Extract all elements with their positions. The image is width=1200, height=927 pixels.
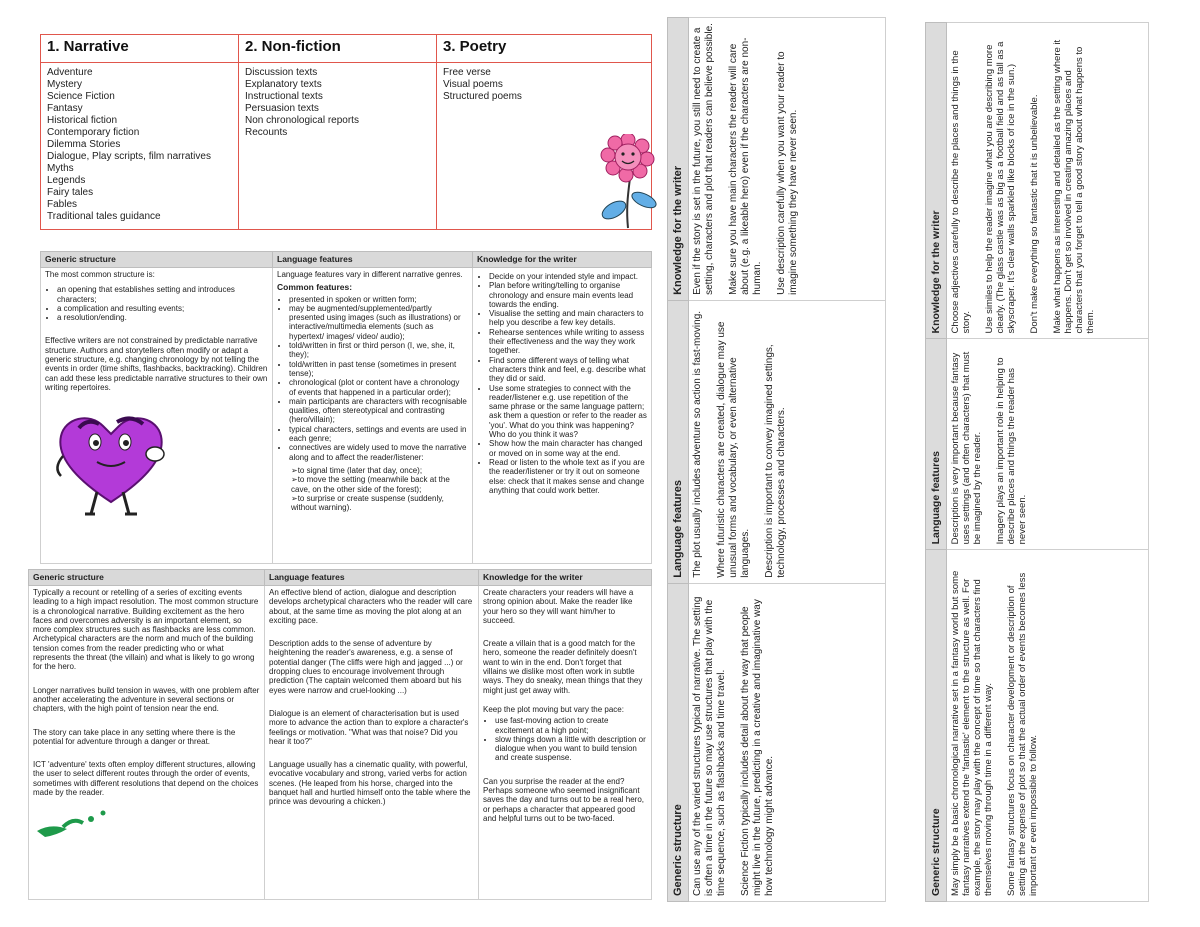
cell-text: The plot usually includes adventure so action is fast-moving. xyxy=(692,310,703,578)
cell-text: Use similes to help the reader imagine what you are describing more clearly. (The glass castle was as big as a football field and as tall as a skyscraper. It's clear walls sparkled like blocks of ice in the sun.) xyxy=(984,41,1017,334)
list-item: • Rehearse sentences while writing to assess their effectiveness and the way they work together. xyxy=(489,328,647,356)
cell-text: Even if the story is set in the future, you still need to create a setting, characters and plot that readers can believe possible. xyxy=(692,23,715,295)
cell-text: Can you surprise the reader at the end? Perhaps someone who seemed insignificant saves the day and turns out to be a real hero, or perhaps a character that appeared good and helpful turns out to be two-faced. xyxy=(483,776,644,823)
genre-item: Structured poems xyxy=(443,91,522,102)
list-item: • Show how the main character has changed or moved on in some way at the end. xyxy=(489,439,647,458)
connectives-sublist xyxy=(277,466,468,512)
list-item: • use fast-moving action to create excitement at a high point; xyxy=(495,716,647,735)
cell-text: Science Fiction typically includes detail about the way that people might live in the future, predicting in a creative and imaginative way how technology might advance. xyxy=(740,599,775,896)
genre-item: Historical fiction xyxy=(47,115,118,126)
list-item: ➢ to signal time (later that day, once); xyxy=(291,466,468,475)
genre-item: Persuasion texts xyxy=(245,103,319,114)
language-features-cell xyxy=(265,586,479,900)
list-item: • presented in spoken or written form; xyxy=(289,295,468,304)
knowledge-list xyxy=(477,272,647,495)
language-features-cell xyxy=(947,339,1149,550)
list-item: • Plan before writing/telling to organise chronology and ensure main events lead towards the ending. xyxy=(489,281,647,309)
genre-item: Adventure xyxy=(47,67,93,78)
common-features-heading: Common features: xyxy=(277,282,353,293)
cell-text: The story can take place in any setting where there is the potential for adventure through a danger or threat. xyxy=(33,727,236,746)
genre-item: Fairy tales xyxy=(47,187,94,198)
cell-text: Description adds to the sense of adventure by heightening the reader's awareness, e.g. a sense of potential danger (The cliffs were high and jagged ...) or dropping clues to encourage involvement through prediction (The captain welcomed them aboard but his eyes were narrow and cruel-looking ...) xyxy=(269,639,463,695)
header-knowledge-writer: Knowledge for the writer xyxy=(926,23,947,339)
header-knowledge-writer: Knowledge for the writer xyxy=(668,18,689,301)
genre-item: Discussion texts xyxy=(245,67,318,78)
list-item: • main participants are characters with recognisable qualities, often stereotypical and contrasting (hero/villain); xyxy=(289,397,468,425)
list-item: • typical characters, settings and events are used in each genre; xyxy=(289,425,468,444)
genre-item: Dilemma Stories xyxy=(47,139,121,150)
genre-item: Free verse xyxy=(443,67,491,78)
genre-item: Visual poems xyxy=(443,79,503,90)
cell-text: Description is important to convey imagined settings, technology, processes and characters. xyxy=(764,344,787,578)
list-item: • may be augmented/supplemented/partly presented using images (such as illustrations) or interactive/multimedia elements (such as hypertext/ images/ video/ audio); xyxy=(289,304,468,341)
cell-text: Language usually has a cinematic quality, with powerful, evocative vocabulary and strong, varied verbs for action scenes. (He leaped from his horse, charged into the banquet hall and hurtled himself onto the table where the prince was devouring a chicken.) xyxy=(269,760,471,807)
heart-character-illustration xyxy=(51,406,171,518)
list-item: • Use some strategies to connect with the reader/listener e.g. use repetition of the same phrase or the same language pattern; ask them a question or refer to the reader as 'you'. What do you think was happening? Who do you think it was? xyxy=(489,384,647,440)
cell-text: Dialogue is an element of characterisation but is used more to advance the action than to explore a character's feelings or motivation. "What was that noise? Did you hear it too?" xyxy=(269,708,469,746)
genre-item: Contemporary fiction xyxy=(47,127,140,138)
genre-item: Instructional texts xyxy=(245,91,323,102)
list-item: • Read or listen to the whole text as if you are the reader/listener or try it out on someone else: check that it makes sense and change anything that could work better. xyxy=(489,458,647,495)
cell-text: Create characters your readers will have a strong opinion about. Make the reader like your hero so they will want him/her to succeed. xyxy=(483,588,634,625)
generic-structure-cell xyxy=(689,583,886,901)
list-item: ➢ to surprise or create suspense (suddenly, without warning). xyxy=(291,494,468,513)
cell-text: Create a villain that is a good match for the hero, someone the reader definitely doesn't want to win in the end. Don't forget that villains we dislike most often work in subtle ways. They do sneaky, mean things that they might just get away with. xyxy=(483,639,643,695)
cell-text: Can use any of the varied structures typical of narrative. The setting is often a time in the future so may use structures that play with the time sequence, such as flashbacks and time travel. xyxy=(692,596,727,896)
adventure-table xyxy=(28,569,652,900)
structure-list xyxy=(45,285,268,322)
header-language-features: Language features xyxy=(273,252,473,268)
generic-structure-cell xyxy=(41,268,273,564)
list-item: • Visualise the setting and main characters to help you describe a few key details. xyxy=(489,309,647,328)
science-fiction-table-rotated xyxy=(667,17,886,902)
cell-text: Use description carefully when you want your reader to imagine something they have never seen. xyxy=(776,51,799,295)
cell-text: ICT 'adventure' texts often employ different structures, allowing the user to select different routes through the order of events, sometimes with different resolutions that depend on the choices made by the reader. xyxy=(33,760,259,798)
fantasy-table-rotated xyxy=(925,22,1149,902)
genre-item: Explanatory texts xyxy=(245,79,322,90)
genre-item: Traditional tales guidance xyxy=(47,211,161,222)
cell-text: Some fantasy structures focus on character development or description of setting at the expense of plot so that the actual order of events becomes less important or even impossible to follow. xyxy=(1006,572,1039,896)
list-item: • slow things down a little with description or dialogue when you want to build tension and create suspense. xyxy=(495,735,647,763)
genre-item: Science Fiction xyxy=(47,91,115,102)
pace-list xyxy=(483,716,647,762)
list-item: • Find some different ways of telling what characters think and feel, e.g. describe what they did or said. xyxy=(489,356,647,384)
cell-text: May simply be a basic chronological narrative set in a fantasy world but some fantasy narratives extend the 'fantastic' element to the structure as well. For example, the story may play with the concept of time so that characters find themselves moving through time in a different way. xyxy=(950,570,994,896)
knowledge-writer-cell xyxy=(947,23,1149,339)
genre-item: Fantasy xyxy=(47,103,83,114)
cell-text: Don't make everything so fantastic that it is unbelievable. xyxy=(1029,94,1040,334)
cell-text: Where futuristic characters are created, dialogue may use unusual forms and vocabulary, or even alternative languages. xyxy=(716,321,751,578)
flower-illustration xyxy=(598,134,660,230)
cell-text: Make what happens as interesting and detailed as the setting where it happens. Don't get so involved in creating amazing places and characters that you forget to tell a good story about what happens to them. xyxy=(1052,39,1096,334)
cell-text: Language features vary in different narrative genres. xyxy=(277,270,463,279)
fantasy-table xyxy=(925,22,1149,902)
cell-text: Description is very important because fantasy uses settings (and often characters) that must be imagined by the reader. xyxy=(950,351,983,545)
genre-header-nonfiction: 2. Non-fiction xyxy=(239,35,437,63)
generic-structure-cell xyxy=(947,550,1149,902)
list-item: • a resolution/ending. xyxy=(57,313,268,322)
genre-overview-table xyxy=(40,34,652,230)
cell-text: Choose adjectives carefully to describe the places and things in the story. xyxy=(950,50,972,334)
knowledge-writer-cell xyxy=(479,586,652,900)
header-generic-structure: Generic structure xyxy=(41,252,273,268)
cell-text: An effective blend of action, dialogue and description develops archetypical characters who the reader will care about, at the same time as moving the plot along at an exciting pace. xyxy=(269,588,473,625)
cell-text: Imagery plays an important role in helping to describe places and things the reader has never seen. xyxy=(995,357,1028,545)
list-item: • told/written in past tense (sometimes in present tense); xyxy=(289,360,468,379)
knowledge-writer-cell xyxy=(473,268,652,564)
knowledge-writer-cell xyxy=(689,18,886,301)
list-item: ➢ to move the setting (meanwhile back at the cave, on the other side of the forest); xyxy=(291,475,468,494)
genre-item: Legends xyxy=(47,175,86,186)
genre-item: Myths xyxy=(47,163,74,174)
features-list xyxy=(277,295,468,462)
cell-text: Effective writers are not constrained by predictable narrative structure. Authors and storytellers often modify or adapt a generic structure, e.g. changing chronology by not telling the events in order (time shifts, flashbacks, backtracking). Children can add these less predictable narrative structures to their own writing repertoires. xyxy=(45,336,268,392)
genre-list-nonfiction xyxy=(239,63,437,229)
header-generic-structure: Generic structure xyxy=(926,550,947,902)
header-knowledge-writer: Knowledge for the writer xyxy=(473,252,652,268)
narrative-structure-table xyxy=(40,251,652,564)
header-knowledge-writer: Knowledge for the writer xyxy=(479,570,652,586)
cell-text: Longer narratives build tension in waves, with one problem after another accelerating the adventure in several sections or chapters, with the high point of tension near the end. xyxy=(33,685,260,714)
genre-header-narrative: 1. Narrative xyxy=(41,35,239,63)
list-item: • told/written in first or third person (I, we, she, it, they); xyxy=(289,341,468,360)
list-item: • Decide on your intended style and impact. xyxy=(489,272,647,281)
science-fiction-table xyxy=(667,17,886,902)
list-item: • a complication and resulting events; xyxy=(57,304,268,313)
list-item: • connectives are widely used to move the narrative along and to affect the reader/listener: xyxy=(289,443,468,462)
genre-header-poetry: 3. Poetry xyxy=(437,35,651,63)
cell-text: Keep the plot moving but vary the pace: xyxy=(483,704,624,714)
generic-structure-cell xyxy=(29,586,265,900)
genre-item: Mystery xyxy=(47,79,82,90)
header-language-features: Language features xyxy=(668,300,689,583)
list-item: • an opening that establishes setting and introduces characters; xyxy=(57,285,268,304)
language-features-cell xyxy=(689,300,886,583)
header-generic-structure: Generic structure xyxy=(29,570,265,586)
genre-item: Recounts xyxy=(245,127,288,138)
genre-item: Dialogue, Play scripts, film narratives xyxy=(47,151,211,162)
genre-item: Non chronological reports xyxy=(245,115,359,126)
logo-mark xyxy=(33,805,113,841)
header-generic-structure: Generic structure xyxy=(668,583,689,901)
language-features-cell xyxy=(273,268,473,564)
header-language-features: Language features xyxy=(265,570,479,586)
list-item: • chronological (plot or content have a chronology of events that happened in a particular order); xyxy=(289,378,468,397)
header-language-features: Language features xyxy=(926,339,947,550)
cell-text: Make sure you have main characters the reader will care about (e.g. a likeable hero) even if the characters are non-human. xyxy=(728,37,763,295)
cell-text: The most common structure is: xyxy=(45,270,155,279)
genre-item: Fables xyxy=(47,199,78,210)
cell-text: Typically a recount or retelling of a series of exciting events leading to a high impact resolution. The most common structure is a chronological narrative. Building excitement as the hero faces and overcomes adversity is an important element, so more complex structures such as flashbacks are less common. Archetypical characters are the norm and much of the building tension comes from the reader predicting who or what represents the threat (the villain) and what is likely to go wrong for the hero. xyxy=(33,588,259,672)
genre-list-narrative xyxy=(41,63,239,229)
